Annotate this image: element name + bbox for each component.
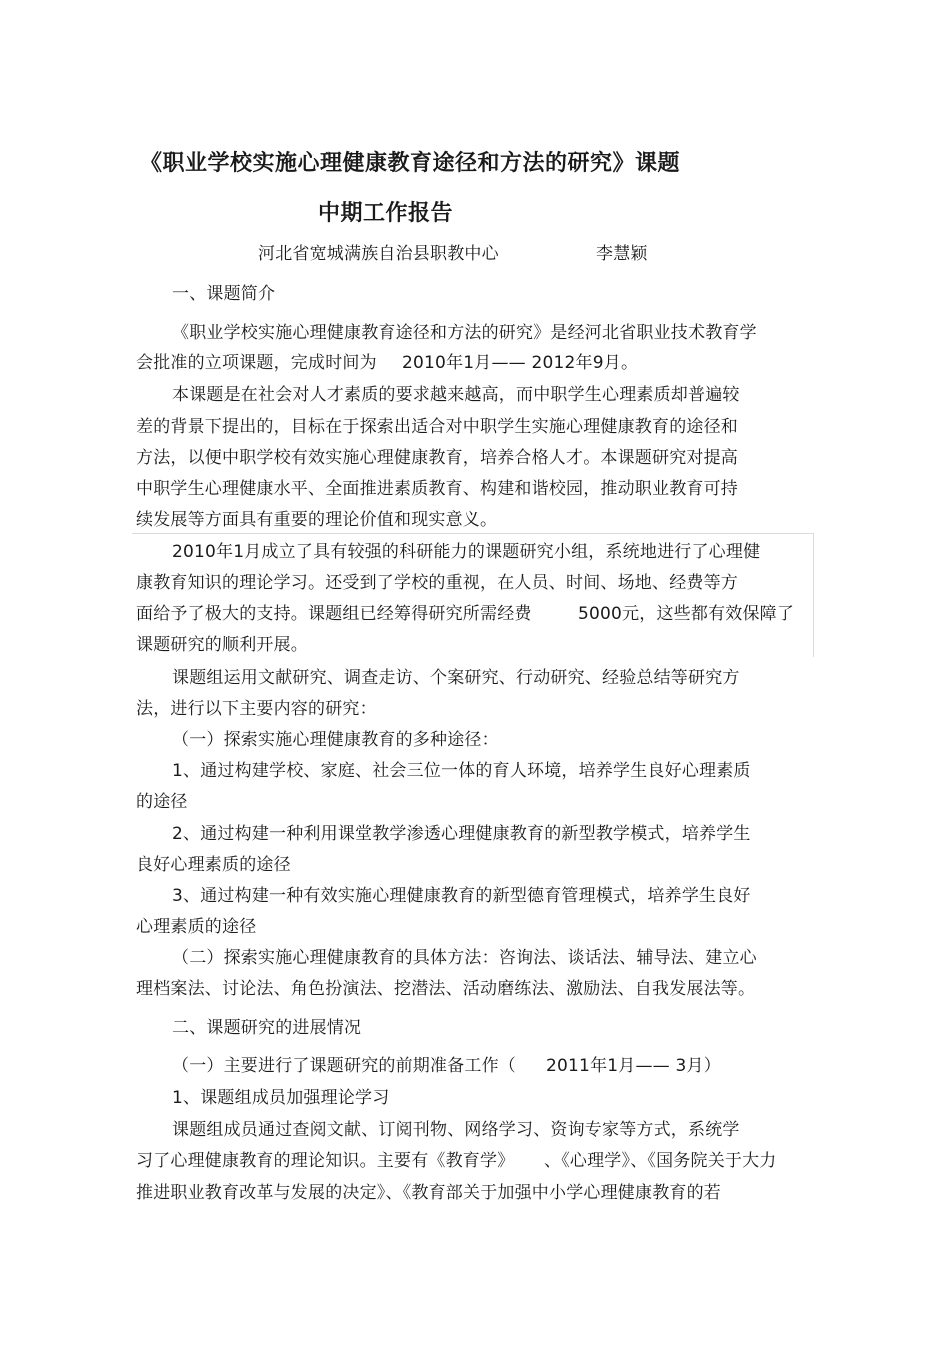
paragraph-line-amount: 5000元，这些都有效保障了	[578, 604, 795, 624]
list-item: 1、课题组成员加强理论学习	[172, 1088, 390, 1108]
paragraph-line: 2010年1月成立了具有较强的科研能力的课题研究小组，系统地进行了心理健	[172, 542, 761, 562]
page-subtitle: 中期工作报告	[318, 201, 454, 226]
paragraph-line: 习了心理健康教育的理论知识。主要有《教育学》	[136, 1151, 515, 1171]
list-item-continued: 的途径	[136, 792, 188, 812]
paragraph-line: 推进职业教育改革与发展的决定》、《教育部关于加强中小学心理健康教育的若	[136, 1183, 721, 1203]
list-item: 2、通过构建一种利用课堂教学渗透心理健康教育的新型教学模式，培养学生	[172, 824, 751, 844]
paragraph-line: 面给予了极大的支持。课题组已经筹得研究所需经费	[136, 604, 532, 624]
paragraph-line: 本课题是在社会对人才素质的要求越来越高，而中职学生心理素质却普遍较	[172, 385, 740, 405]
paragraph-line: 方法，以便中职学校有效实施心理健康教育，培养合格人才。本课题研究对提高	[136, 448, 738, 468]
list-item: 3、通过构建一种有效实施心理健康教育的新型德育管理模式，培养学生良好	[172, 886, 751, 906]
paragraph-line: 法，进行以下主要内容的研究：	[136, 699, 377, 719]
list-item-continued: 心理素质的途径	[136, 917, 257, 937]
paragraph-line: 《职业学校实施心理健康教育途径和方法的研究》是经河北省职业技术教育学	[172, 323, 757, 343]
paragraph-line: 会批准的立项课题，完成时间为	[136, 353, 377, 373]
subsection-heading-1: （一）探索实施心理健康教育的多种途径：	[172, 730, 499, 750]
paragraph-line: 课题组成员通过查阅文献、订阅刊物、网络学习、资询专家等方式，系统学	[172, 1120, 740, 1140]
subsection-line: （二）探索实施心理健康教育的具体方法：咨询法、谈话法、辅导法、建立心	[172, 948, 757, 968]
paragraph-line: 续发展等方面具有重要的理论价值和现实意义。	[136, 510, 498, 530]
paragraph-line: 课题研究的顺利开展。	[136, 635, 308, 655]
list-item-continued: 良好心理素质的途径	[136, 855, 291, 875]
subsection-heading-date: 2011年1月—— 3月）	[546, 1056, 721, 1076]
paragraph-line: 课题组运用文献研究、调查走访、个案研究、行动研究、经验总结等研究方	[172, 668, 740, 688]
subsection-line: 理档案法、讨论法、角色扮演法、挖潜法、活动磨练法、激励法、自我发展法等。	[136, 979, 756, 999]
paragraph-line: 中职学生心理健康水平、全面推进素质教育、构建和谐校园，推动职业教育可持	[136, 479, 738, 499]
paragraph-line: 差的背景下提出的，目标在于探索出适合对中职学生实施心理健康教育的途径和	[136, 417, 738, 437]
paragraph-line: 康教育知识的理论学习。还受到了学校的重视，在人员、时间、场地、经费等方	[136, 573, 738, 593]
author-name: 李慧颖	[596, 244, 648, 264]
paragraph-line-date: 2010年1月—— 2012年9月。	[402, 353, 639, 373]
section-heading-1: 一、课题简介	[172, 284, 276, 304]
paragraph-line: 、《心理学》、《国务院关于大力	[544, 1151, 777, 1171]
list-item: 1、通过构建学校、家庭、社会三位一体的育人环境，培养学生良好心理素质	[172, 761, 751, 781]
subsection-heading: （一）主要进行了课题研究的前期准备工作（	[172, 1056, 516, 1076]
section-heading-2: 二、课题研究的进展情况	[172, 1018, 362, 1038]
author-organization: 河北省宽城满族自治县职教中心	[258, 244, 499, 264]
page-title: 《职业学校实施心理健康教育途径和方法的研究》课题	[140, 151, 681, 176]
